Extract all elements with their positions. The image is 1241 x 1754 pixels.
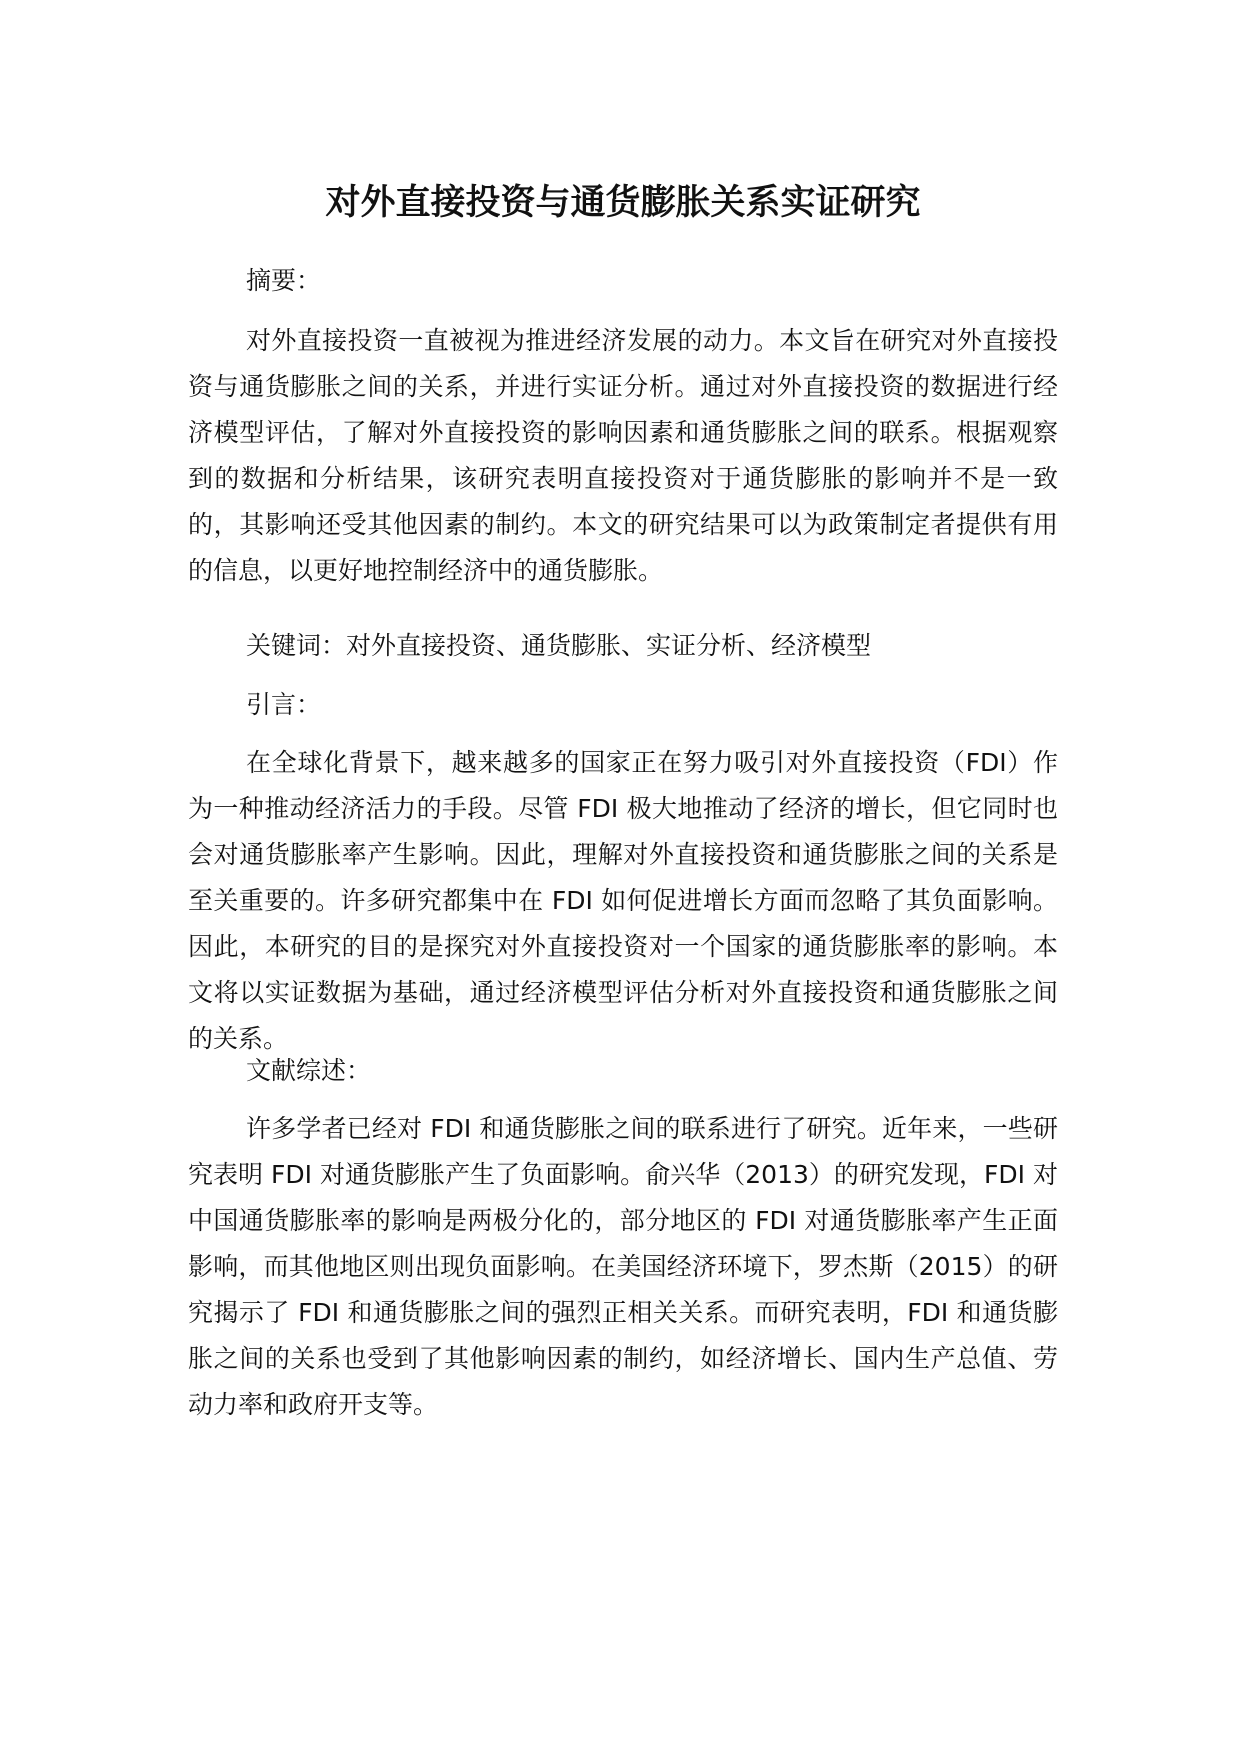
document-title: 对外直接投资与通货膨胀关系实证研究: [325, 183, 921, 223]
keywords-line: 关键词：对外直接投资、通货膨胀、实证分析、经济模型: [246, 631, 872, 660]
introduction-heading: 引言：: [246, 690, 322, 719]
literature-review-heading: 文献综述：: [246, 1056, 372, 1085]
introduction-paragraph: 在全球化背景下，越来越多的国家正在努力吸引对外直接投资（FDI）作为一种推动经济活力的手段。尽管 FDI 极大地推动了经济的增长，但它同时也会对通货膨胀率产生影响。因此，理解对外直接投资和通货膨胀之间的关系是至关重要的。许多研究都集中在 FDI 如何促进增长方面而忽略了其负面影响。因此，本研究的目的是探究对外直接投资对一个国家的通货膨胀率的影响。本文将以实证数据为基础，通过经济模型评估分析对外直接投资和通货膨胀之间的关系。: [188, 748, 1058, 1053]
abstract-heading: 摘要：: [246, 266, 322, 295]
literature-review-paragraph: 许多学者已经对 FDI 和通货膨胀之间的联系进行了研究。近年来，一些研究表明 FDI 对通货膨胀产生了负面影响。俞兴华（2013）的研究发现，FDI 对中国通货膨胀率的影响是两极分化的，部分地区的 FDI 对通货膨胀率产生正面影响，而其他地区则出现负面影响。在美国经济环境下，罗杰斯（2015）的研究揭示了 FDI 和通货膨胀之间的强烈正相关关系。而研究表明，FDI 和通货膨胀之间的关系也受到了其他影响因素的制约，如经济增长、国内生产总值、劳动力率和政府开支等。: [188, 1114, 1058, 1419]
abstract-paragraph: 对外直接投资一直被视为推进经济发展的动力。本文旨在研究对外直接投资与通货膨胀之间的关系，并进行实证分析。通过对外直接投资的数据进行经济模型评估，了解对外直接投资的影响因素和通货膨胀之间的联系。根据观察到的数据和分析结果，该研究表明直接投资对于通货膨胀的影响并不是一致的，其影响还受其他因素的制约。本文的研究结果可以为政策制定者提供有用的信息，以更好地控制经济中的通货膨胀。: [188, 326, 1058, 585]
